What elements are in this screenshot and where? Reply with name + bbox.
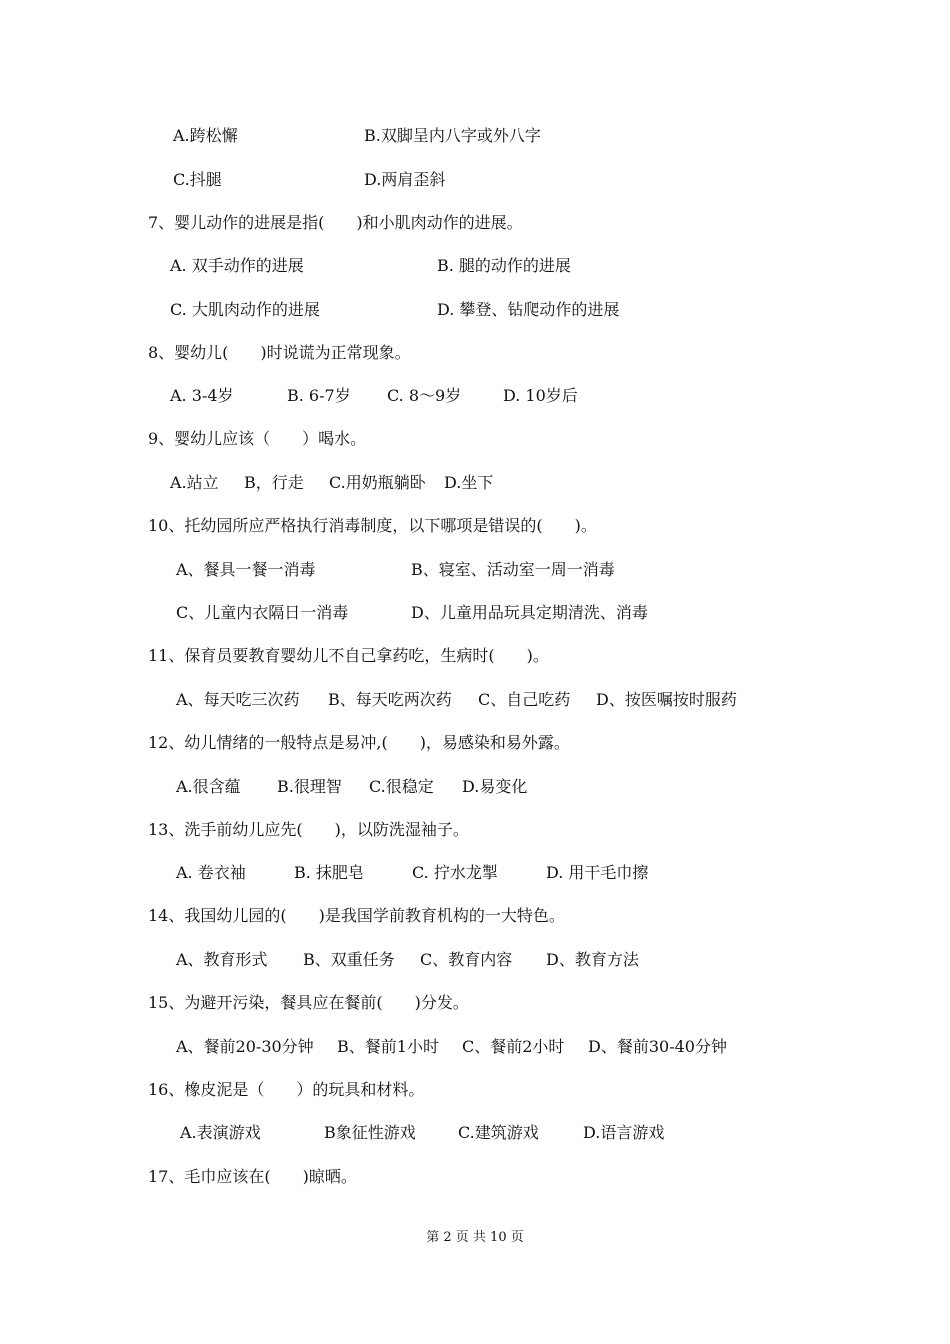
q8-option-c: C. 8～9岁 xyxy=(387,386,462,405)
q11-option-a: A、每天吃三次药 xyxy=(176,690,300,709)
q16-option-c: C.建筑游戏 xyxy=(458,1123,539,1142)
q15-option-a: A、餐前20-30分钟 xyxy=(176,1037,314,1056)
q12-option-a: A.很含蕴 xyxy=(176,777,241,796)
q14-stem: 14、我国幼儿园的( )是我国学前教育机构的一大特色。 xyxy=(148,906,565,925)
q13-option-c: C. 拧水龙掣 xyxy=(412,863,498,882)
page-number-footer: 第 2 页 共 10 页 xyxy=(426,1230,524,1245)
q8-option-b: B. 6-7岁 xyxy=(287,386,351,405)
q7-option-b: B. 腿的动作的进展 xyxy=(437,256,571,275)
q7-option-c: C. 大肌肉动作的进展 xyxy=(170,300,320,319)
q12-option-c: C.很稳定 xyxy=(369,777,434,796)
q14-option-d: D、教育方法 xyxy=(546,950,639,969)
q9-option-c: C.用奶瓶躺卧 xyxy=(329,473,426,492)
q10-option-c: C、儿童内衣隔日一消毒 xyxy=(176,603,349,622)
q7-option-a: A. 双手动作的进展 xyxy=(170,256,304,275)
q11-option-c: C、自己吃药 xyxy=(478,690,571,709)
q13-stem: 13、洗手前幼儿应先( )，以防洗湿袖子。 xyxy=(148,820,469,839)
q13-option-d: D. 用干毛巾擦 xyxy=(546,863,649,882)
q14-option-b: B、双重任务 xyxy=(303,950,395,969)
q6-option-b: B.双脚呈内八字或外八字 xyxy=(364,126,541,145)
q10-option-b: B、寝室、活动室一周一消毒 xyxy=(411,560,615,579)
q11-option-b: B、每天吃两次药 xyxy=(328,690,452,709)
q11-option-d: D、按医嘱按时服药 xyxy=(596,690,737,709)
q12-stem: 12、幼儿情绪的一般特点是易冲,( )，易感染和易外露。 xyxy=(148,733,570,752)
q15-option-d: D、餐前30-40分钟 xyxy=(588,1037,727,1056)
q6-option-a: A.跨松懈 xyxy=(173,126,238,145)
q9-option-b: B，行走 xyxy=(244,473,304,492)
q15-stem: 15、为避开污染，餐具应在餐前( )分发。 xyxy=(148,993,469,1012)
q14-option-a: A、教育形式 xyxy=(176,950,268,969)
q14-option-c: C、教育内容 xyxy=(420,950,513,969)
q8-option-a: A. 3-4岁 xyxy=(170,386,234,405)
q13-option-b: B. 抹肥皂 xyxy=(294,863,364,882)
q16-stem: 16、橡皮泥是（ ）的玩具和材料。 xyxy=(148,1080,425,1099)
q7-stem: 7、婴儿动作的进展是指( )和小肌肉动作的进展。 xyxy=(148,213,523,232)
q13-option-a: A. 卷衣袖 xyxy=(176,863,246,882)
q11-stem: 11、保育员要教育婴幼儿不自己拿药吃，生病时( )。 xyxy=(148,646,549,665)
q12-option-b: B.很理智 xyxy=(277,777,342,796)
q17-stem: 17、毛巾应该在( )晾晒。 xyxy=(148,1167,357,1186)
q15-option-c: C、餐前2小时 xyxy=(462,1037,565,1056)
q16-option-a: A.表演游戏 xyxy=(180,1123,261,1142)
q12-option-d: D.易变化 xyxy=(462,777,528,796)
q7-option-d: D. 攀登、钻爬动作的进展 xyxy=(437,300,620,319)
q9-stem: 9、婴幼儿应该（ ）喝水。 xyxy=(148,429,367,448)
q10-stem: 10、托幼园所应严格执行消毒制度，以下哪项是错误的( )。 xyxy=(148,516,597,535)
q9-option-a: A.站立 xyxy=(170,473,219,492)
q10-option-d: D、儿童用品玩具定期清洗、消毒 xyxy=(411,603,648,622)
q16-option-d: D.语言游戏 xyxy=(583,1123,665,1142)
q9-option-d: D.坐下 xyxy=(444,473,494,492)
q15-option-b: B、餐前1小时 xyxy=(337,1037,439,1056)
q6-option-d: D.两肩歪斜 xyxy=(364,170,446,189)
q6-option-c: C.抖腿 xyxy=(173,170,222,189)
q16-option-b: B象征性游戏 xyxy=(324,1123,416,1142)
q10-option-a: A、餐具一餐一消毒 xyxy=(176,560,316,579)
q8-option-d: D. 10岁后 xyxy=(503,386,578,405)
q8-stem: 8、婴幼儿( )时说谎为正常现象。 xyxy=(148,343,411,362)
